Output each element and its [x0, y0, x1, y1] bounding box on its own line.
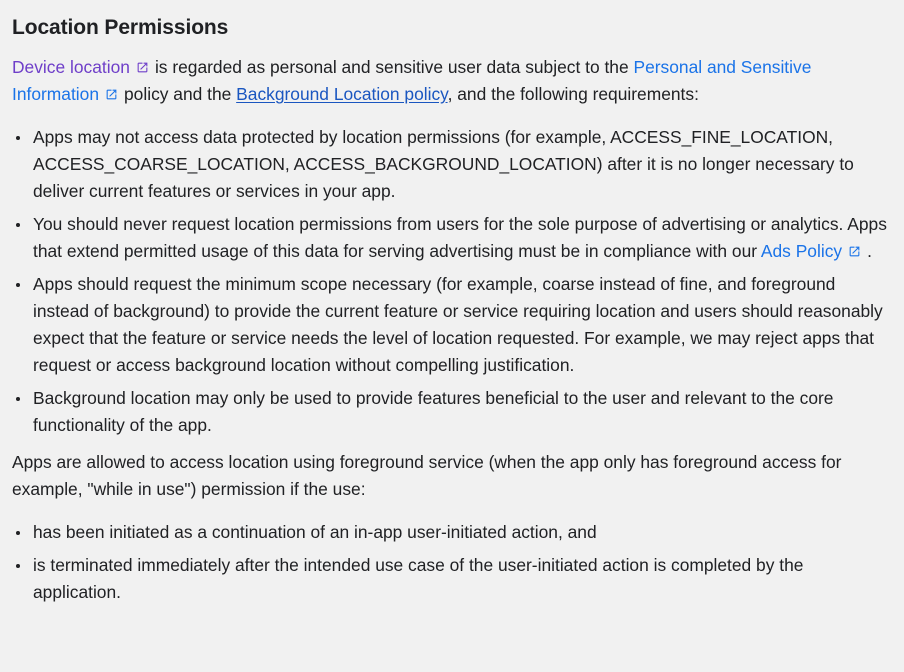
- section-heading: Location Permissions: [12, 16, 229, 39]
- list-item: has been initiated as a continuation of an in-app user-initiated action, and: [12, 519, 892, 546]
- intro-paragraph: [12, 54, 892, 108]
- intro-text-3: , and the following requirements:: [447, 84, 699, 104]
- background-location-policy-link[interactable]: Background Location policy: [236, 84, 448, 104]
- list-item: You should never request location permissions from users for the sole purpose of advertising or analytics. Apps that extend permitted usage of this data for serving advertising must be in compliance with our Ads Policy .: [12, 211, 892, 265]
- intro-text-2: policy and the: [124, 84, 232, 104]
- open-in-new-icon: [136, 61, 149, 74]
- requirements-list: [12, 124, 892, 439]
- list-item: Apps should request the minimum scope necessary (for example, coarse instead of fine, and foreground instead of background) to provide the current feature or service requiring location and users should reasonably expect that the feature or service needs the level of location requested. For example, we may reject apps that request or access background location without compelling justification.: [12, 271, 892, 379]
- list-item: Background location may only be used to provide features beneficial to the user and relevant to the core functionality of the app.: [12, 385, 892, 439]
- personal-info-link[interactable]: Personal and Sensitive Information: [12, 57, 812, 104]
- open-in-new-icon: [105, 88, 118, 101]
- list-item: is terminated immediately after the intended use case of the user-initiated action is completed by the application.: [12, 552, 892, 606]
- device-location-link[interactable]: Device location: [12, 57, 155, 77]
- intro-text-1: is regarded as personal and sensitive user data subject to the: [154, 57, 629, 77]
- open-in-new-icon: [848, 245, 861, 258]
- ads-policy-link[interactable]: Ads Policy: [761, 241, 867, 261]
- list-item: Apps may not access data protected by location permissions (for example, ACCESS_FINE_LOCATION, ACCESS_COARSE_LOCATION, ACCESS_BACKGROUND_LOCATION) after it is no longer necessary to deliver current features or services in your app.: [12, 124, 892, 205]
- foreground-conditions-list: [12, 519, 892, 606]
- foreground-service-paragraph: Apps are allowed to access location using foreground service (when the app only has foreground access for example, "while in use") permission if the use:: [12, 452, 842, 499]
